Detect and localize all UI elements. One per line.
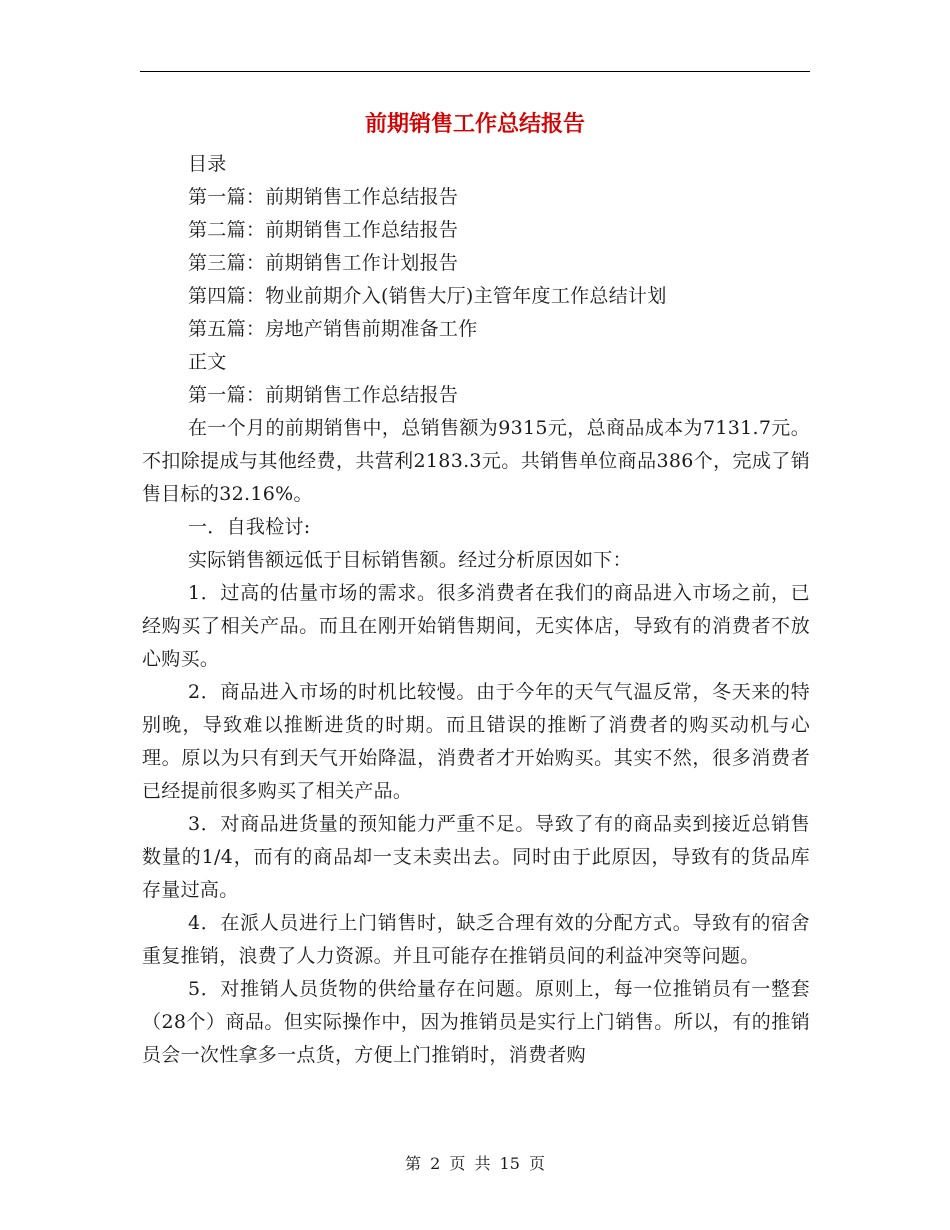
page-number-footer: 第 2 页 共 15 页 bbox=[405, 1154, 545, 1173]
paragraph-self-review-heading: 一．自我检讨: bbox=[188, 516, 311, 538]
toc-item-4: 第四篇：物业前期介入(销售大厅)主管年度工作总结计划 bbox=[188, 285, 667, 307]
paragraph-reason-2: 2．商品进入市场的时机比较慢。由于今年的天气气温反常，冬天来的特别晚，导致难以推断进货的时期。而且错误的推断了消费者的购买动机与心理。原以为只有到天气开始降温，消费者才开始购买。其实不然，很多消费者已经提前很多购买了相关产品。 bbox=[142, 681, 810, 802]
paragraph-reason-1: 1．过高的估量市场的需求。很多消费者在我们的商品进入市场之前，已经购买了相关产品。而且在刚开始销售期间，无实体店，导致有的消费者不放心购买。 bbox=[142, 582, 810, 670]
paragraph-reason-5: 5．对推销人员货物的供给量存在问题。原则上，每一位推销员有一整套（28个）商品。但实际操作中，因为推销员是实行上门销售。所以，有的推销员会一次性拿多一点货，方便上门推销时，消费者购 bbox=[142, 978, 810, 1066]
toc-heading: 目录 bbox=[188, 153, 227, 175]
toc-item-5: 第五篇：房地产销售前期准备工作 bbox=[188, 318, 478, 340]
paragraph-analysis-intro: 实际销售额远低于目标销售额。经过分析原因如下： bbox=[188, 549, 632, 571]
paragraph-reason-4: 4．在派人员进行上门销售时，缺乏合理有效的分配方式。导致有的宿舍重复推销，浪费了人力资源。并且可能存在推销员间的利益冲突等问题。 bbox=[142, 912, 810, 967]
section-heading: 第一篇：前期销售工作总结报告 bbox=[188, 384, 459, 406]
paragraph-reason-3: 3．对商品进货量的预知能力严重不足。导致了有的商品卖到接近总销售数量的1/4，而有的商品却一支未卖出去。同时由于此原因，导致有的货品库存量过高。 bbox=[142, 813, 810, 901]
document-title: 前期销售工作总结报告 bbox=[364, 112, 585, 137]
document-body bbox=[142, 148, 810, 1072]
header-rule bbox=[140, 71, 810, 72]
paragraph-summary: 在一个月的前期销售中，总销售额为9315元，总商品成本为7131.7元。不扣除提成与其他经费，共营利2183.3元。共销售单位商品386个，完成了销售目标的32.16%。 bbox=[142, 417, 810, 505]
toc-item-2: 第二篇：前期销售工作总结报告 bbox=[188, 219, 459, 241]
body-heading: 正文 bbox=[188, 351, 227, 373]
toc-item-1: 第一篇：前期销售工作总结报告 bbox=[188, 186, 459, 208]
toc-item-3: 第三篇：前期销售工作计划报告 bbox=[188, 252, 459, 274]
